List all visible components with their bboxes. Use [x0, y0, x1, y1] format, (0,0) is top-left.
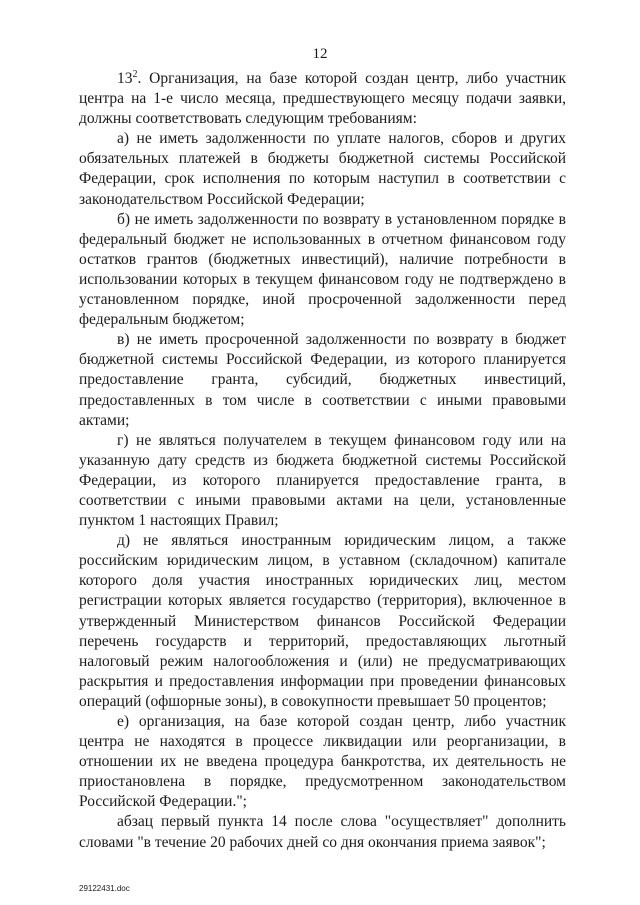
document-body: [79, 69, 566, 853]
item-g: г) не являться получателем в текущем финансовом году или на указанную дату средств из бюджета бюджетной системы Российской Федерации, из которого планируется предоставление гранта, в соответствии с иными правовыми актами на цели, установленные пунктом 1 настоящих Правил;: [79, 431, 566, 530]
item-d: д) не являться иностранным юридическим лицом, а также российским юридическим лицом, в уставном (складочном) капитале которого доля участия иностранных юридических лиц, местом регистрации которых является государство (территория), включенное в утвержденный Министерством финансов Российской Федерации перечень государств и территорий, предоставляющих льготный налоговый режим налогообложения и (или) не предусматривающих раскрытия и предоставления информации при проведении финансовых операций (офшорные зоны), в совокупности превышает 50 процентов;: [79, 532, 566, 710]
item-b: б) не иметь задолженности по возврату в установленном порядке в федеральный бюджет не использованных в отчетном финансовом году остатков грантов (бюджетных инвестиций), наличие потребности в использовании которых в текущем финансовом году не подтверждено в установленном порядке, иной просроченной задолженности перед федеральным бюджетом;: [79, 210, 566, 329]
item-a: а) не иметь задолженности по уплате налогов, сборов и других обязательных платежей в бюджеты бюджетной системы Российской Федерации, срок исполнения по которым наступил в соответствии с законодательством Российской Федерации;: [79, 130, 566, 208]
document-file-id: 29122431.doc: [79, 884, 130, 893]
clause-number: 13: [117, 70, 133, 87]
paragraph-13-2: [79, 69, 566, 129]
item-v: в) не иметь просроченной задолженности по возврату в бюджет бюджетной системы Российской Федерации, из которого планируется предоставление гранта, субсидий, бюджетных инвестиций, предоставленных в том числе в соответствии с иными правовыми актами;: [79, 331, 566, 429]
amendment-paragraph-14: абзац первый пункта 14 после слова "осуществляет" дополнить словами "в течение 20 рабочих дней со дня окончания приема заявок";: [79, 813, 566, 851]
item-e: е) организация, на базе которой создан центр, либо участник центра не находятся в процессе ликвидации или реорганизации, в отношении их не введена процедура банкротства, их деятельность не приостановлена в порядке, предусмотренном законодательством Российской Федерации.";: [79, 713, 566, 811]
page-number: 12: [312, 46, 328, 62]
clause-superscript: 2: [132, 69, 138, 80]
clause-intro-text: . Организация, на базе которой создан центр, либо участник центра на 1-е число месяца, предшествующего месяцу подачи заявки, должны соответствовать следующим требованиям:: [79, 70, 566, 128]
